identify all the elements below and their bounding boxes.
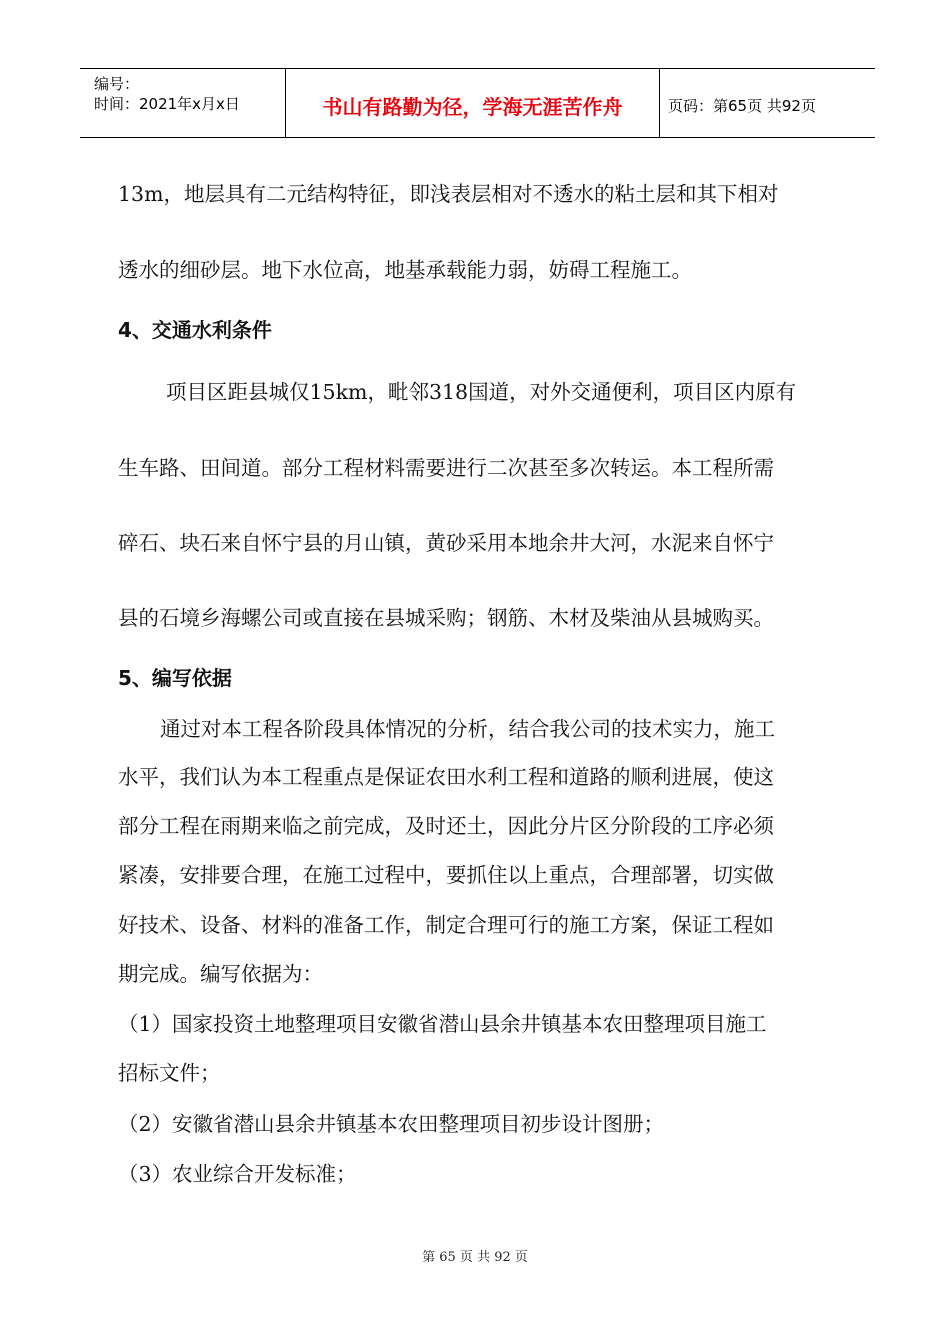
list-item-1-continued: 招标文件； [118, 1061, 221, 1085]
header-page-cell [660, 69, 875, 137]
header-page-info: 页码：第65页 共92页 [668, 97, 816, 115]
paragraph-line: 项目区距县城仅15km，毗邻318国道，对外交通便利，项目区内原有 [166, 380, 797, 404]
paragraph-line: 县的石境乡海螺公司或直接在县城采购；钢筋、木材及柴油从县城购买。 [118, 606, 774, 630]
section-heading-5: 5、编写依据 [118, 666, 232, 690]
list-item-1: （1）国家投资土地整理项目安徽省潜山县余井镇基本农田整理项目施工 [118, 1012, 767, 1036]
section-heading-4: 4、交通水利条件 [118, 318, 272, 342]
paragraph-line: 部分工程在雨期来临之前完成，及时还土，因此分片区分阶段的工序必须 [118, 814, 774, 838]
paragraph-line: 水平，我们认为本工程重点是保证农田水利工程和道路的顺利进展，使这 [118, 765, 774, 789]
document-time-label: 时间：2021年x月x日 [94, 95, 240, 113]
paragraph-line: 透水的细砂层。地下水位高，地基承载能力弱，妨碍工程施工。 [118, 258, 692, 282]
page-header [80, 68, 875, 138]
paragraph-line: 碎石、块石来自怀宁县的月山镇，黄砂采用本地余井大河，水泥来自怀宁 [118, 531, 774, 555]
page-footer: 第 65 页 共 92 页 [422, 1250, 528, 1265]
paragraph-line: 通过对本工程各阶段具体情况的分析，结合我公司的技术实力，施工 [160, 717, 775, 741]
header-info-cell [80, 69, 286, 137]
document-number-label: 编号： [94, 75, 140, 93]
header-motto-cell [286, 69, 660, 137]
paragraph-line: 生车路、田间道。部分工程材料需要进行二次甚至多次转运。本工程所需 [118, 456, 774, 480]
paragraph-line: 紧凑，安排要合理，在施工过程中，要抓住以上重点，合理部署，切实做 [118, 863, 774, 887]
list-item-2: （2）安徽省潜山县余井镇基本农田整理项目初步设计图册； [118, 1112, 665, 1136]
paragraph-line: 13m，地层具有二元结构特征，即浅表层相对不透水的粘土层和其下相对 [118, 182, 779, 206]
list-item-3: （3）农业综合开发标准； [118, 1162, 357, 1186]
header-motto: 书山有路勤为径，学海无涯苦作舟 [322, 95, 623, 119]
paragraph-line: 好技术、设备、材料的准备工作，制定合理可行的施工方案，保证工程如 [118, 913, 774, 937]
paragraph-line: 期完成。编写依据为： [118, 962, 323, 986]
